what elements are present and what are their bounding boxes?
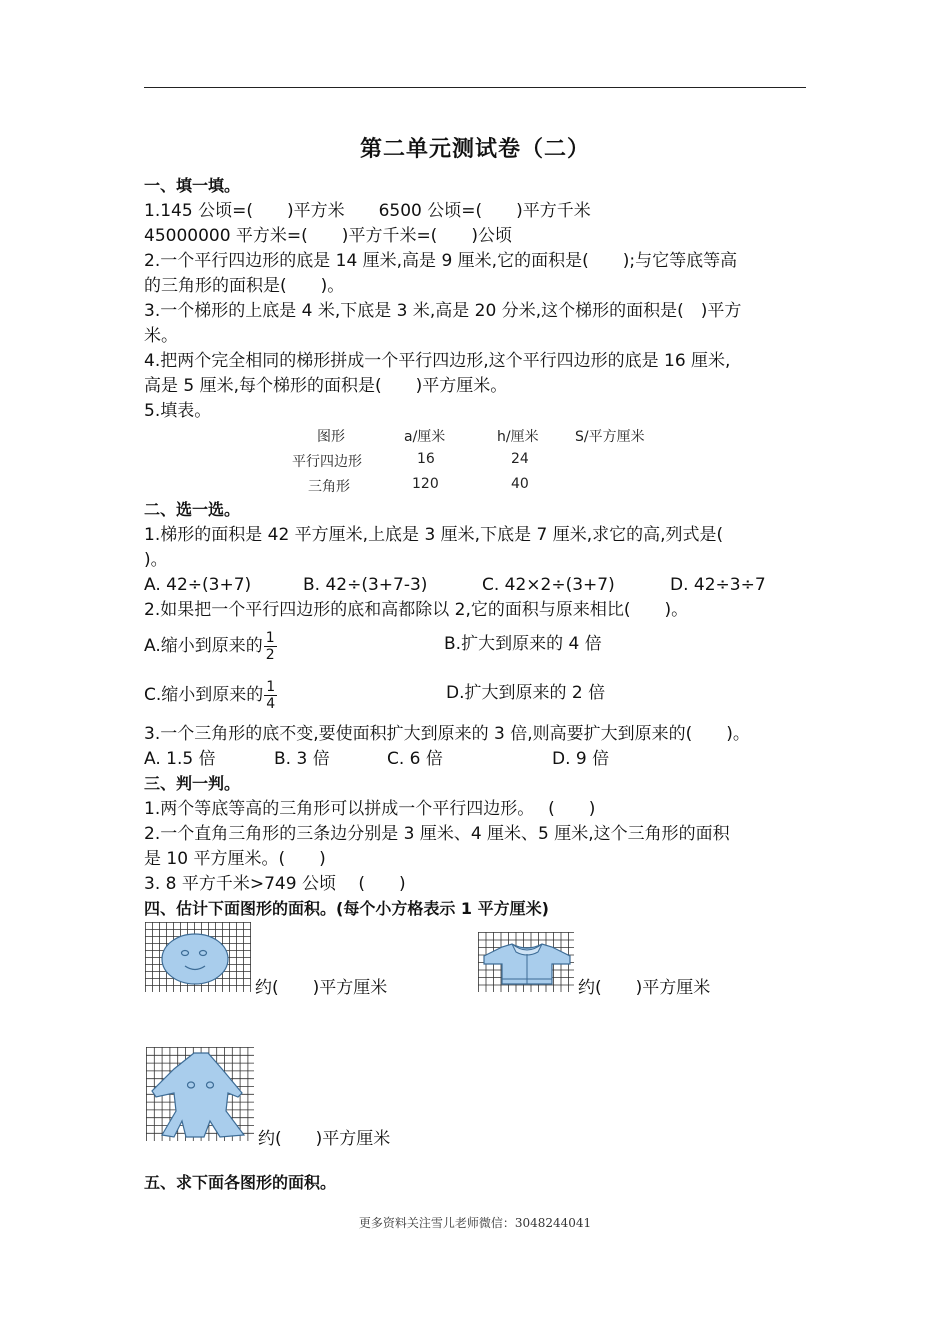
q1-4-line1: 4.把两个完全相同的梯形拼成一个平行四边形,这个平行四边形的底是 16 厘米, — [144, 351, 731, 371]
footer-note: 更多资料关注雪儿老师微信：3048244041 — [358, 1216, 592, 1230]
table-row2-a: 120 — [412, 476, 439, 492]
header-rule — [144, 87, 806, 88]
section-1-heading: 一、填一填。 — [144, 176, 241, 195]
fraction-one-half — [264, 630, 277, 663]
q1-5-line: 5.填表。 — [144, 401, 212, 421]
q2-2-option-b: B.扩大到原来的 4 倍 — [444, 634, 602, 654]
q1-2-line1: 2.一个平行四边形的底是 14 厘米,高是 9 厘米,它的面积是( );与它等底等高 — [144, 251, 738, 271]
right-eye — [207, 1082, 214, 1088]
q2-2-option-c-label: C.缩小到原来的 — [144, 685, 264, 705]
q1-3-line1: 3.一个梯形的上底是 4 米,下底是 3 米,高是 20 分米,这个梯形的面积是( )平方 — [144, 301, 742, 321]
q2-2-option-a-label: A.缩小到原来的 — [144, 636, 263, 656]
section-2-heading: 二、选一选。 — [144, 500, 241, 519]
q2-1-option-d: D. 42÷3÷7 — [670, 575, 766, 595]
section-4-heading: 四、估计下面图形的面积。(每个小方格表示 1 平方厘米) — [144, 899, 549, 918]
figure-1-answer: 约( )平方厘米 — [255, 978, 388, 998]
fraction-denominator: 2 — [265, 646, 275, 663]
smiley-face-shape — [162, 934, 228, 984]
q1-1-line1: 1.145 公顷=( )平方米 6500 公顷=( )平方千米 — [144, 201, 591, 221]
q1-1-line2: 45000000 平方米=( )平方千米=( )公顷 — [144, 226, 512, 246]
table-row2-h: 40 — [511, 476, 529, 492]
q2-1-line1: 1.梯形的面积是 42 平方厘米,上底是 3 厘米,下底是 7 厘米,求它的高,列式是( — [144, 525, 724, 545]
table-header-s: S/平方厘米 — [575, 429, 645, 445]
section-5-heading: 五、求下面各图形的面积。 — [144, 1173, 337, 1192]
table-row1-a: 16 — [417, 451, 435, 467]
page-title: 第二单元测试卷（二） — [359, 136, 590, 162]
creature-shape — [152, 1053, 244, 1137]
q2-2-option-d: D.扩大到原来的 2 倍 — [446, 683, 606, 703]
q2-1-option-a: A. 42÷(3+7) — [144, 575, 252, 595]
fraction-numerator: 1 — [266, 678, 276, 695]
left-eye — [182, 951, 189, 956]
fraction-denominator: 4 — [266, 695, 276, 712]
q2-1-option-c: C. 42×2÷(3+7) — [482, 575, 615, 595]
table-header-h: h/厘米 — [497, 429, 539, 445]
q3-2-line1: 2.一个直角三角形的三条边分别是 3 厘米、4 厘米、5 厘米,这个三角形的面积 — [144, 824, 730, 844]
q2-2-option-c — [144, 675, 277, 715]
grid-figure-smiley — [145, 922, 253, 994]
left-eye — [188, 1082, 195, 1088]
q3-2-line2: 是 10 平方厘米。( ) — [144, 849, 326, 869]
q1-4-line2: 高是 5 厘米,每个梯形的面积是( )平方厘米。 — [144, 376, 508, 396]
table-row1-h: 24 — [511, 451, 529, 467]
fraction-one-quarter — [264, 679, 277, 712]
figure-3-answer: 约( )平方厘米 — [258, 1129, 391, 1149]
right-eye — [200, 951, 207, 956]
figure-2-answer: 约( )平方厘米 — [578, 978, 711, 998]
fraction-numerator: 1 — [265, 629, 275, 646]
grid-figure-jacket — [478, 932, 576, 994]
q2-3-option-c: C. 6 倍 — [387, 749, 443, 769]
table-row2-shape: 三角形 — [308, 479, 350, 495]
q3-1-line: 1.两个等底等高的三角形可以拼成一个平行四边形。 ( ) — [144, 799, 596, 819]
table-row1-shape: 平行四边形 — [292, 454, 362, 470]
q2-3-option-d: D. 9 倍 — [552, 749, 610, 769]
q2-1-option-b: B. 42÷(3+7-3) — [303, 575, 428, 595]
q2-3-option-a: A. 1.5 倍 — [144, 749, 216, 769]
table-header-shape: 图形 — [317, 429, 345, 445]
q1-2-line2: 的三角形的面积是( )。 — [144, 276, 345, 296]
q2-2-line: 2.如果把一个平行四边形的底和高都除以 2,它的面积与原来相比( )。 — [144, 600, 689, 620]
q2-1-line2: )。 — [144, 550, 168, 570]
q2-2-option-a — [144, 626, 277, 666]
q3-3-line: 3. 8 平方千米>749 公顷 ( ) — [144, 874, 406, 894]
grid-figure-creature — [146, 1047, 256, 1143]
table-header-a: a/厘米 — [404, 429, 446, 445]
q2-3-line: 3.一个三角形的底不变,要使面积扩大到原来的 3 倍,则高要扩大到原来的( )。 — [144, 724, 750, 744]
q1-3-line2: 米。 — [144, 326, 178, 346]
q2-3-option-b: B. 3 倍 — [274, 749, 330, 769]
section-3-heading: 三、判一判。 — [144, 774, 241, 793]
